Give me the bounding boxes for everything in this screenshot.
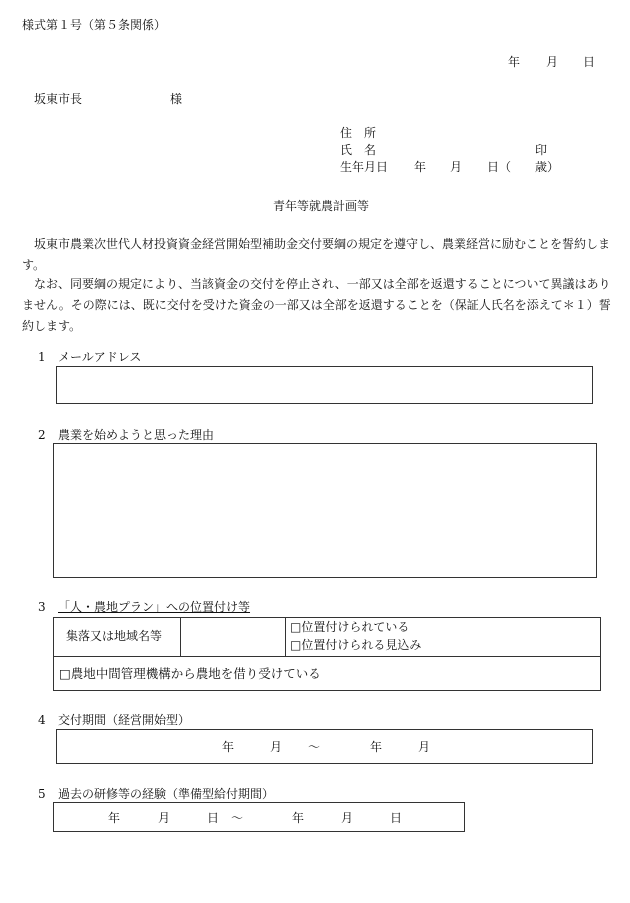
- seal-mark: 印: [535, 143, 548, 157]
- grant-period-month-1: 月: [270, 740, 283, 754]
- section-5-number: 5: [38, 787, 46, 801]
- reason-field[interactable]: [53, 443, 597, 578]
- section-3-number: 3: [38, 600, 46, 614]
- section-1-title: メールアドレス: [58, 350, 142, 364]
- birth-label: 生年月日: [340, 160, 389, 174]
- training-tilde: ～: [231, 811, 244, 825]
- training-month-2: 月: [341, 811, 354, 825]
- grant-period-tilde: ～: [308, 740, 321, 754]
- birth-month: 月: [450, 160, 463, 174]
- date-day: 日: [583, 55, 596, 69]
- plan-table-row-divider: [53, 656, 601, 657]
- training-year-2: 年: [292, 811, 305, 825]
- area-value-field[interactable]: [182, 619, 284, 654]
- document-title: 青年等就農計画等: [273, 199, 370, 213]
- training-day-1: 日: [207, 811, 220, 825]
- option-expected-checkbox[interactable]: □位置付けられる見込み: [290, 638, 422, 652]
- section-4-number: 4: [38, 713, 46, 727]
- training-month-1: 月: [158, 811, 171, 825]
- section-2-number: 2: [38, 428, 46, 442]
- option-lease-checkbox[interactable]: □農地中間管理機構から農地を借り受けている: [59, 666, 321, 681]
- section-1-number: 1: [38, 350, 46, 364]
- grant-period-year-1: 年: [222, 740, 235, 754]
- section-4-title: 交付期間（経営開始型）: [58, 713, 191, 727]
- birth-year: 年: [414, 160, 427, 174]
- address-label: 住 所: [340, 126, 377, 140]
- grant-period-month-2: 月: [418, 740, 431, 754]
- area-label: 集落又は地域名等: [66, 629, 163, 643]
- email-field[interactable]: [56, 366, 593, 404]
- addressee-name: 坂東市長: [34, 92, 83, 106]
- birth-day: 日（: [487, 160, 512, 174]
- name-label: 氏 名: [340, 143, 377, 157]
- training-day-2: 日: [390, 811, 403, 825]
- option-positioned-checkbox[interactable]: □位置付けられている: [290, 620, 410, 634]
- grant-period-year-2: 年: [370, 740, 383, 754]
- plan-table-col-divider-2: [285, 617, 286, 656]
- training-year-1: 年: [108, 811, 121, 825]
- plan-table-col-divider-1: [180, 617, 181, 656]
- date-year: 年: [508, 55, 521, 69]
- section-3-title: 「人・農地プラン」への位置付け等: [58, 600, 251, 614]
- pledge-paragraph-1: 坂東市農業次世代人材投資資金経営開始型補助金交付要綱の規定を遵守し、農業経営に励むことを誓約します。: [22, 237, 611, 272]
- grant-period-field[interactable]: [56, 729, 593, 764]
- age-label: 歳）: [535, 160, 560, 174]
- pledge-paragraph-2: なお、同要綱の規定により、当該資金の交付を停止され、一部又は全部を返還することについて異議はありません。その際には、既に交付を受けた資金の一部又は全部を返還することを（保証人氏名を添えて＊１）誓約します。: [22, 277, 611, 333]
- section-2-title: 農業を始めようと思った理由: [58, 428, 215, 442]
- addressee-honorific: 様: [170, 92, 183, 106]
- date-month: 月: [546, 55, 559, 69]
- form-number: 様式第１号（第５条関係）: [22, 18, 167, 32]
- section-5-title: 過去の研修等の経験（準備型給付期間）: [58, 787, 275, 801]
